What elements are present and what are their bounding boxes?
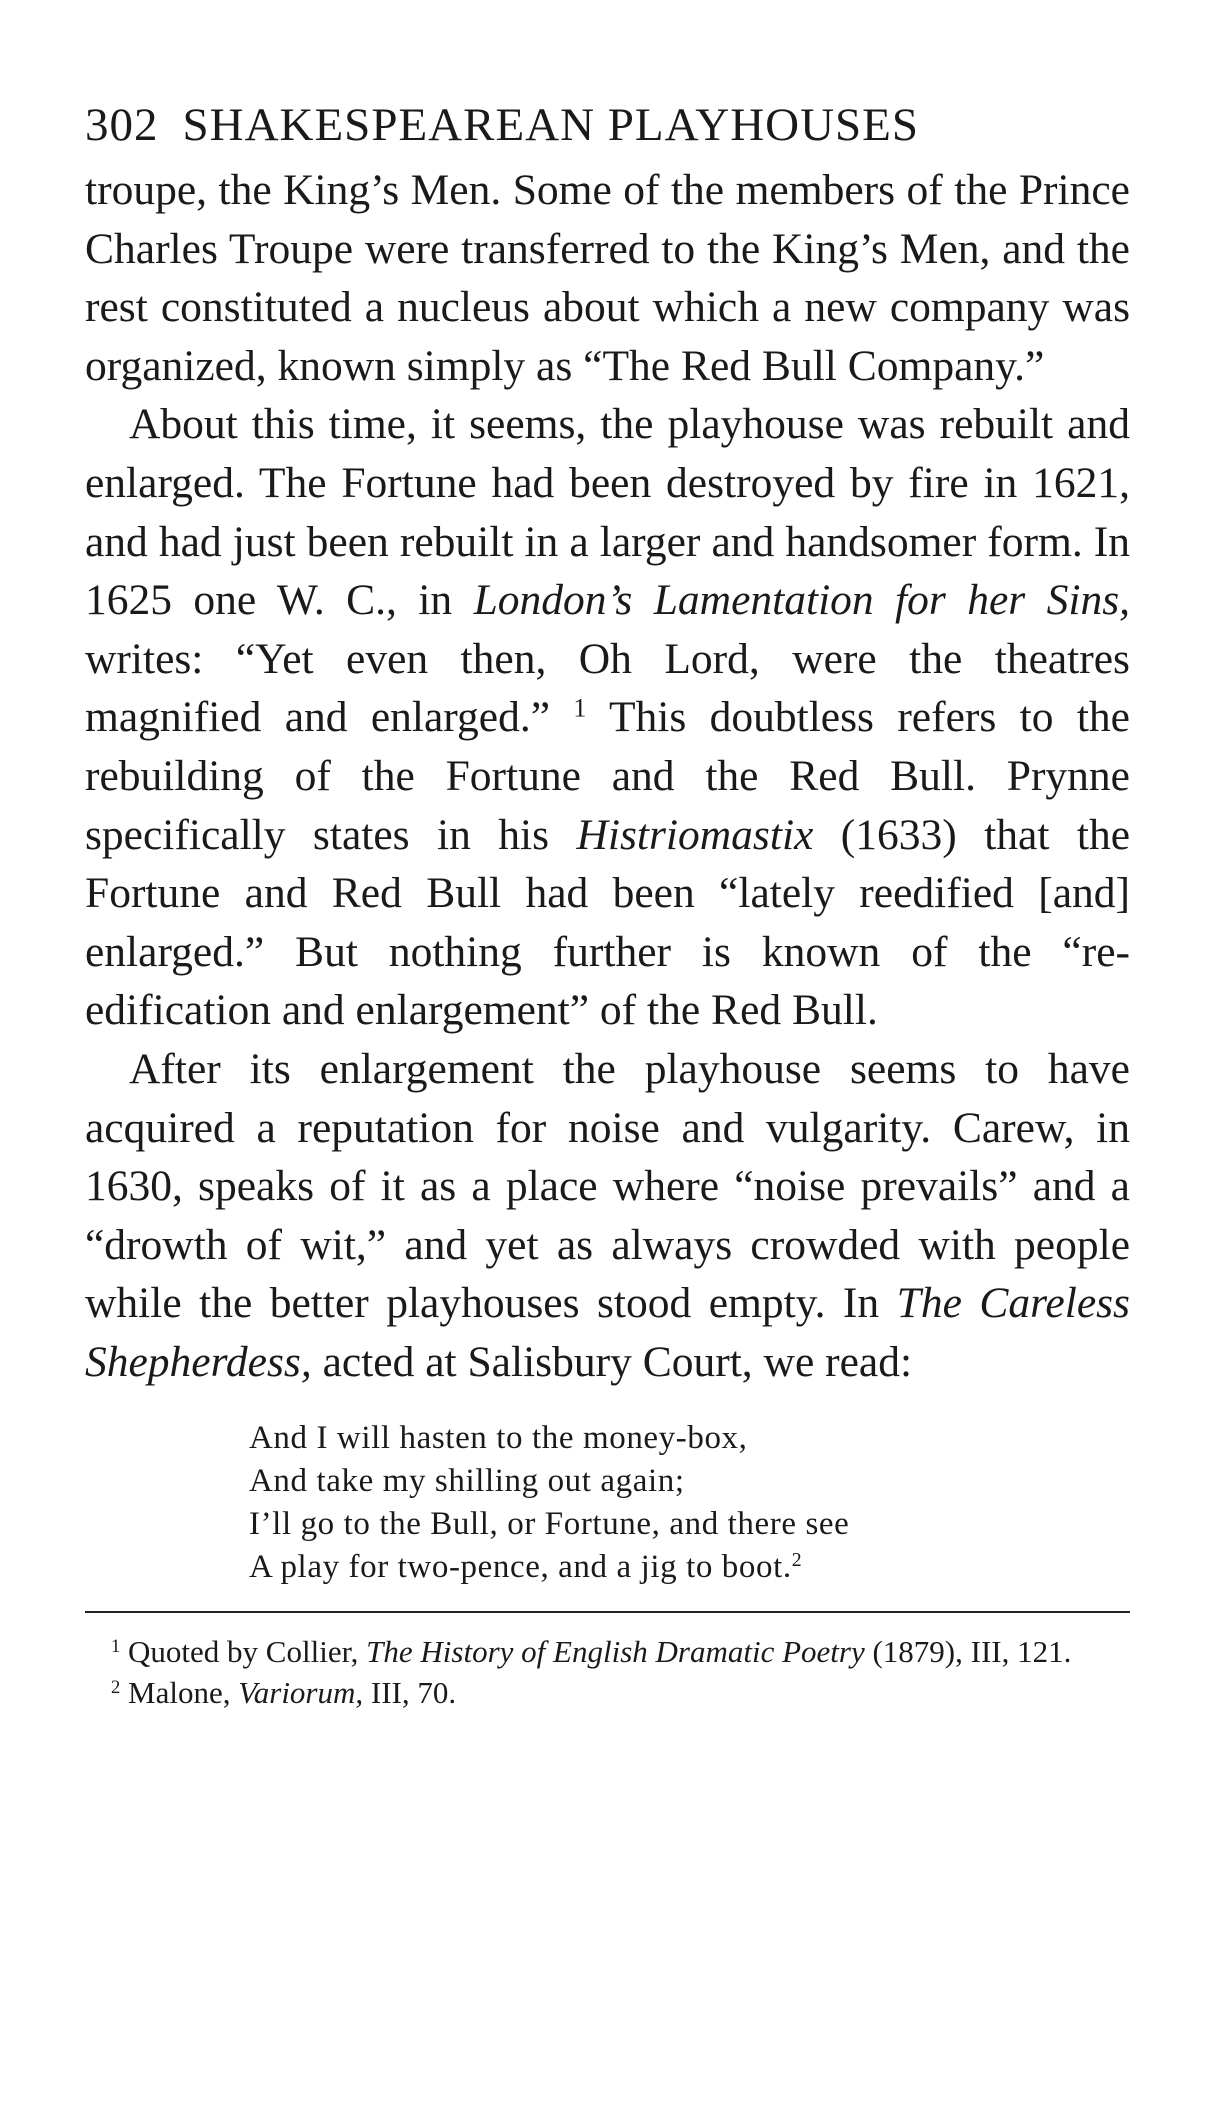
- footnote-mark-2: 2: [111, 1677, 121, 1699]
- footnote-mark-1: 1: [111, 1636, 121, 1658]
- running-title: SHAKESPEAREAN PLAYHOUSES: [182, 99, 920, 151]
- footnote-divider: [85, 1611, 1130, 1613]
- body-text: [85, 161, 1130, 1391]
- verse-quotation: [249, 1417, 1130, 1589]
- footnote-2-text-a: Malone,: [120, 1675, 239, 1711]
- footnote-1-title: The History of English Dramatic Poetry: [366, 1634, 865, 1670]
- footnote-2-text-b: III, 70.: [363, 1675, 457, 1711]
- book-page: [85, 95, 1130, 1713]
- verse-line-2: And take my shilling out again;: [249, 1463, 685, 1500]
- paragraph-2: [85, 395, 1130, 1040]
- verse-line-1: And I will hasten to the money-box,: [249, 1420, 748, 1457]
- paragraph-3-text-a: After its enlargement the playhouse seems to have acquired a reputation for noise and vulgarity. Carew, in 1630, speaks of it as a place where “noise prevails” and a “drowth of wit,” and yet as always crowded with people while the better playhouses stood empty. In: [85, 1044, 1130, 1328]
- paragraph-2-text-d: (1633) that the Fortune and Red Bull had been “lately reedified [and] enlarged.” But nothing further is known of the “re-edification and enlargement” of the Red Bull.: [85, 810, 1130, 1035]
- footnote-1-text-a: Quoted by Collier,: [120, 1634, 367, 1670]
- footnote-1: [85, 1631, 1130, 1672]
- running-header: [85, 95, 1130, 155]
- title-careless-shepherdess: The Careless Shepherdess,: [85, 1279, 1130, 1386]
- footnotes: [85, 1631, 1130, 1713]
- paragraph-2-text-b: writes: “Yet even then, Oh Lord, were the theatres magnified and enlarged.”: [85, 634, 1130, 742]
- paragraph-1: troupe, the King’s Men. Some of the members of the Prince Charles Troupe were transferred to the King’s Men, and the rest constituted a nucleus about which a new company was organized, known simply as “The Red Bull Company.”: [85, 166, 1130, 390]
- verse-line-4-text: A play for two-pence, and a jig to boot.: [249, 1549, 792, 1586]
- verse-line-4: [249, 1546, 1130, 1589]
- page-number: 302: [85, 99, 159, 151]
- footnote-2-title: Variorum,: [238, 1675, 364, 1711]
- footnote-ref-1: 1: [573, 694, 587, 723]
- footnote-2: [85, 1672, 1130, 1713]
- paragraph-2-text-c: This doubtless refers to the rebuilding of the Fortune and the Red Bull. Prynne specifically states in his: [85, 693, 1130, 859]
- paragraph-3-text-b: acted at Salisbury Court, we read:: [311, 1337, 913, 1386]
- footnote-1-text-b: (1879), III, 121.: [864, 1634, 1072, 1670]
- title-histriomastix: Histriomastix: [576, 810, 814, 859]
- paragraph-3: [85, 1040, 1130, 1392]
- title-londons-lamentation: London’s Lamentation for her Sins,: [473, 576, 1130, 625]
- footnote-ref-2: 2: [791, 1549, 803, 1572]
- verse-line-3: I’ll go to the Bull, or Fortune, and there see: [249, 1506, 850, 1543]
- paragraph-2-text-a: About this time, it seems, the playhouse was rebuilt and enlarged. The Fortune had been destroyed by fire in 1621, and had just been rebuilt in a larger and handsomer form. In 1625 one W. C., in: [85, 400, 1130, 625]
